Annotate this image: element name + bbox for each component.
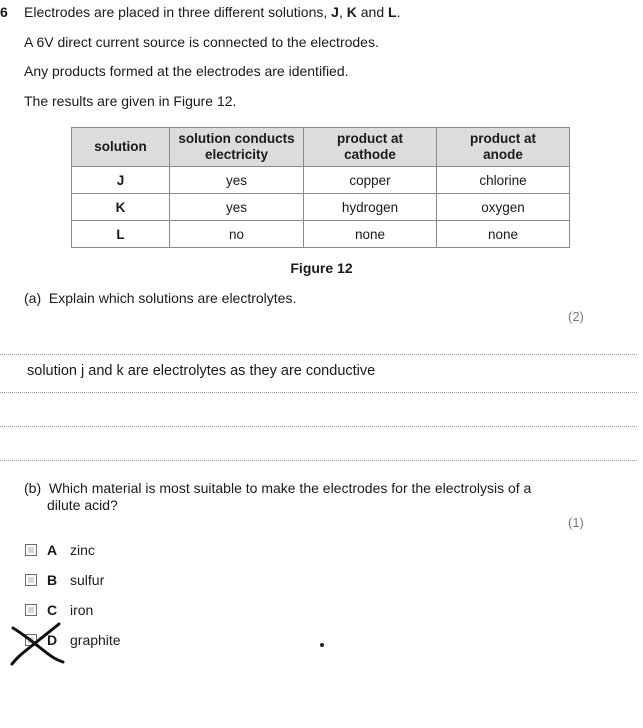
results-table	[71, 127, 570, 248]
question-line-4: The results are given in Figure 12.	[24, 93, 237, 109]
header-anode: product at anode	[437, 128, 570, 167]
answer-line	[0, 426, 637, 427]
intro-solution-l: L	[388, 4, 397, 20]
question-line-3: Any products formed at the electrodes are identified.	[24, 63, 349, 79]
cell-cathode: hydrogen	[304, 194, 437, 221]
intro-sep: ,	[338, 4, 347, 20]
option-a-checkbox[interactable]	[25, 544, 37, 556]
option-a-text: zinc	[70, 542, 95, 558]
header-cathode: product at cathode	[304, 128, 437, 167]
answer-line	[0, 354, 637, 355]
cell-anode: chlorine	[437, 167, 570, 194]
figure-caption: Figure 12	[290, 260, 353, 276]
part-b-label: (b)	[24, 480, 42, 496]
part-a-answer[interactable]: solution j and k are electrolytes as they are conductive	[27, 363, 376, 379]
stray-dot	[320, 643, 324, 647]
part-a-text: Explain which solutions are electrolytes.	[48, 290, 297, 306]
option-b-checkbox[interactable]	[25, 574, 37, 586]
cell-solution: K	[72, 194, 170, 221]
cell-anode: none	[437, 221, 570, 248]
option-b-letter: B	[47, 572, 58, 588]
answer-line	[0, 460, 637, 461]
intro-solution-j: J	[331, 4, 339, 20]
option-c-text: iron	[70, 602, 94, 618]
table-row	[72, 221, 570, 248]
part-a-label: (a)	[24, 290, 42, 306]
part-a-marks: (2)	[568, 309, 584, 324]
intro-solution-k: K	[346, 4, 357, 20]
option-c-checkbox[interactable]	[25, 604, 37, 616]
header-conducts: solution conducts electricity	[170, 128, 304, 167]
intro-text: Electrodes are placed in three different solutions,	[24, 4, 332, 20]
option-b-text: sulfur	[70, 572, 105, 588]
cell-solution: L	[72, 221, 170, 248]
cell-solution: J	[72, 167, 170, 194]
part-b-question-line2: dilute acid?	[47, 497, 118, 513]
intro-end: .	[396, 4, 401, 20]
option-d-letter: D	[47, 632, 58, 648]
cell-anode: oxygen	[437, 194, 570, 221]
option-d-text: graphite	[70, 632, 121, 648]
table-header-row	[72, 128, 570, 167]
cell-conducts: yes	[170, 167, 304, 194]
option-a-letter: A	[47, 542, 58, 558]
question-intro	[24, 4, 400, 20]
option-c-letter: C	[47, 602, 58, 618]
part-b-question	[24, 480, 531, 496]
cell-conducts: yes	[170, 194, 304, 221]
question-number: 6	[0, 4, 8, 20]
table-row	[72, 194, 570, 221]
part-b-marks: (1)	[568, 515, 584, 530]
cell-conducts: no	[170, 221, 304, 248]
cell-cathode: none	[304, 221, 437, 248]
cell-cathode: copper	[304, 167, 437, 194]
intro-sep: and	[356, 4, 388, 20]
part-a-question	[24, 290, 296, 306]
answer-line	[0, 392, 637, 393]
cross-mark-icon	[9, 620, 67, 668]
table-row	[72, 167, 570, 194]
question-line-2: A 6V direct current source is connected to the electrodes.	[24, 34, 379, 50]
part-b-text-line1: Which material is most suitable to make the electrodes for the electrolysis of a	[48, 480, 532, 496]
header-solution: solution	[72, 128, 170, 167]
